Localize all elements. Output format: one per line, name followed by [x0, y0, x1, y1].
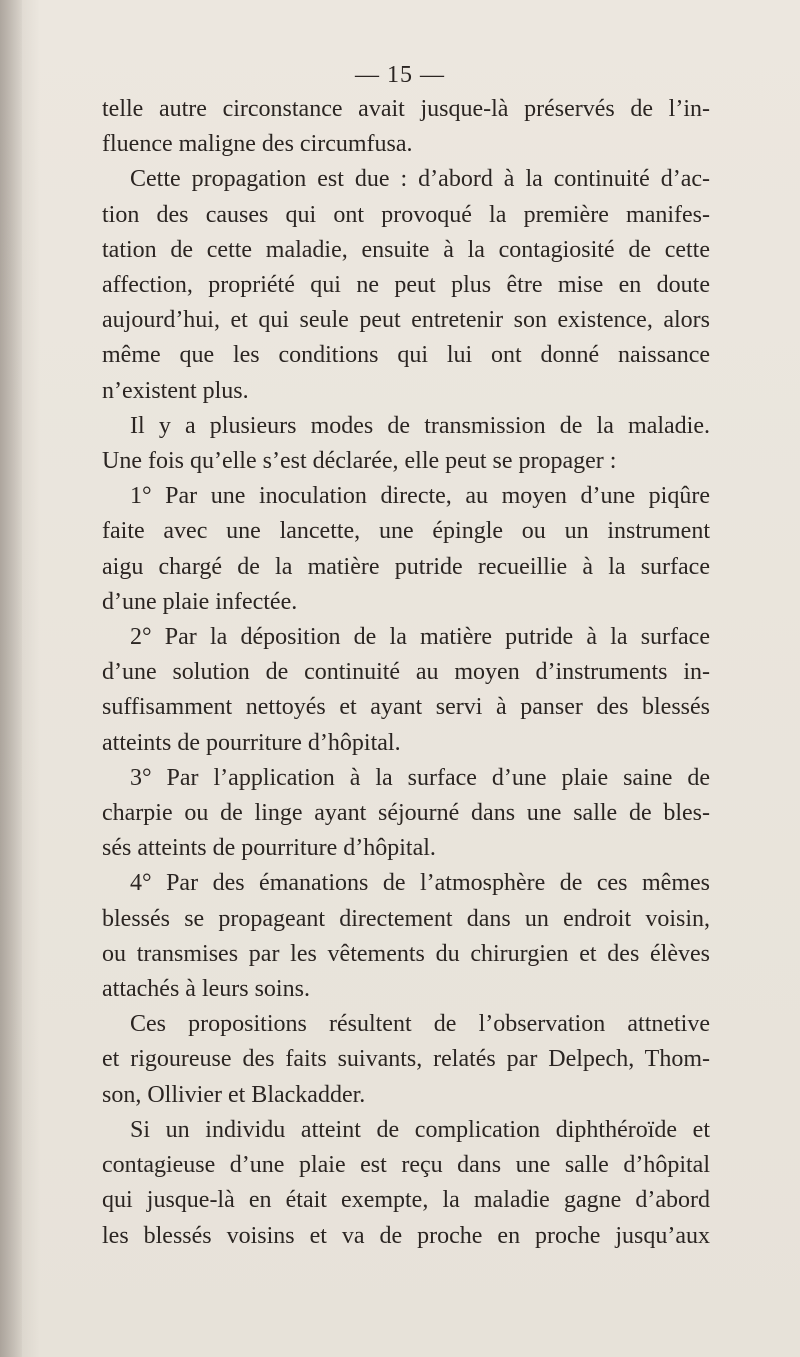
text-line: 3° Par l’application à la surface d’une plaie saine de	[130, 764, 710, 791]
text-line: tation de cette maladie, ensuite à la contagiosité de cette	[102, 236, 710, 263]
text-line: n’existent plus.	[102, 377, 249, 404]
text-line: ou transmises par les vêtements du chirurgien et des élèves	[102, 940, 710, 967]
text-line: aigu chargé de la matière putride recueillie à la surface	[102, 553, 710, 580]
text-line: affection, propriété qui ne peut plus être mise en doute	[102, 272, 710, 299]
text-line: Si un individu atteint de complication diphthéroïde et	[130, 1116, 710, 1143]
text-line: suffisamment nettoyés et ayant servi à panser des blessés	[102, 694, 710, 721]
text-line: 4° Par des émanations de l’atmosphère de ces mêmes	[130, 870, 710, 897]
text-line: d’une solution de continuité au moyen d’instruments in-	[102, 659, 710, 686]
text-line: aujourd’hui, et qui seule peut entretenir son existence, alors	[102, 307, 710, 334]
text-line: faite avec une lancette, une épingle ou un instrument	[102, 518, 710, 545]
text-line: Cette propagation est due : d’abord à la continuité d’ac-	[130, 166, 710, 193]
text-line: son, Ollivier et Blackadder.	[102, 1081, 366, 1108]
text-line: Ces propositions résultent de l’observation attnetive	[130, 1011, 710, 1038]
text-line: Une fois qu’elle s’est déclarée, elle peut se propager :	[102, 448, 617, 475]
text-line: et rigoureuse des faits suivants, relatés par Delpech, Thom-	[102, 1046, 710, 1073]
text-line: contagieuse d’une plaie est reçu dans une salle d’hôpital	[102, 1152, 710, 1179]
text-line: 1° Par une inoculation directe, au moyen d’une piqûre	[130, 483, 710, 510]
text-line: fluence maligne des circumfusa.	[102, 131, 413, 158]
text-line: sés atteints de pourriture d’hôpital.	[102, 835, 436, 862]
text-line: qui jusque-là en était exempte, la maladie gagne d’abord	[102, 1187, 710, 1214]
text-line: Il y a plusieurs modes de transmission de la maladie.	[130, 412, 710, 439]
text-line: telle autre circonstance avait jusque-là préservés de l’in-	[102, 96, 710, 122]
text-line: charpie ou de linge ayant séjourné dans une salle de bles-	[102, 800, 710, 827]
page-number: — 15 —	[355, 62, 445, 88]
text-line: tion des causes qui ont provoqué la première manifes-	[102, 201, 710, 228]
text-line: d’une plaie infectée.	[102, 588, 298, 615]
page-binding-shadow	[0, 0, 22, 1357]
body-text	[102, 92, 710, 1254]
text-line: même que les conditions qui lui ont donné naissance	[102, 342, 710, 369]
text-line: attachés à leurs soins.	[102, 976, 310, 1003]
text-line: atteints de pourriture d’hôpital.	[102, 729, 401, 756]
text-line: les blessés voisins et va de proche en proche jusqu’aux	[102, 1222, 710, 1249]
text-line: blessés se propageant directement dans un endroit voisin,	[102, 905, 710, 932]
text-line: 2° Par la déposition de la matière putride à la surface	[130, 624, 710, 651]
